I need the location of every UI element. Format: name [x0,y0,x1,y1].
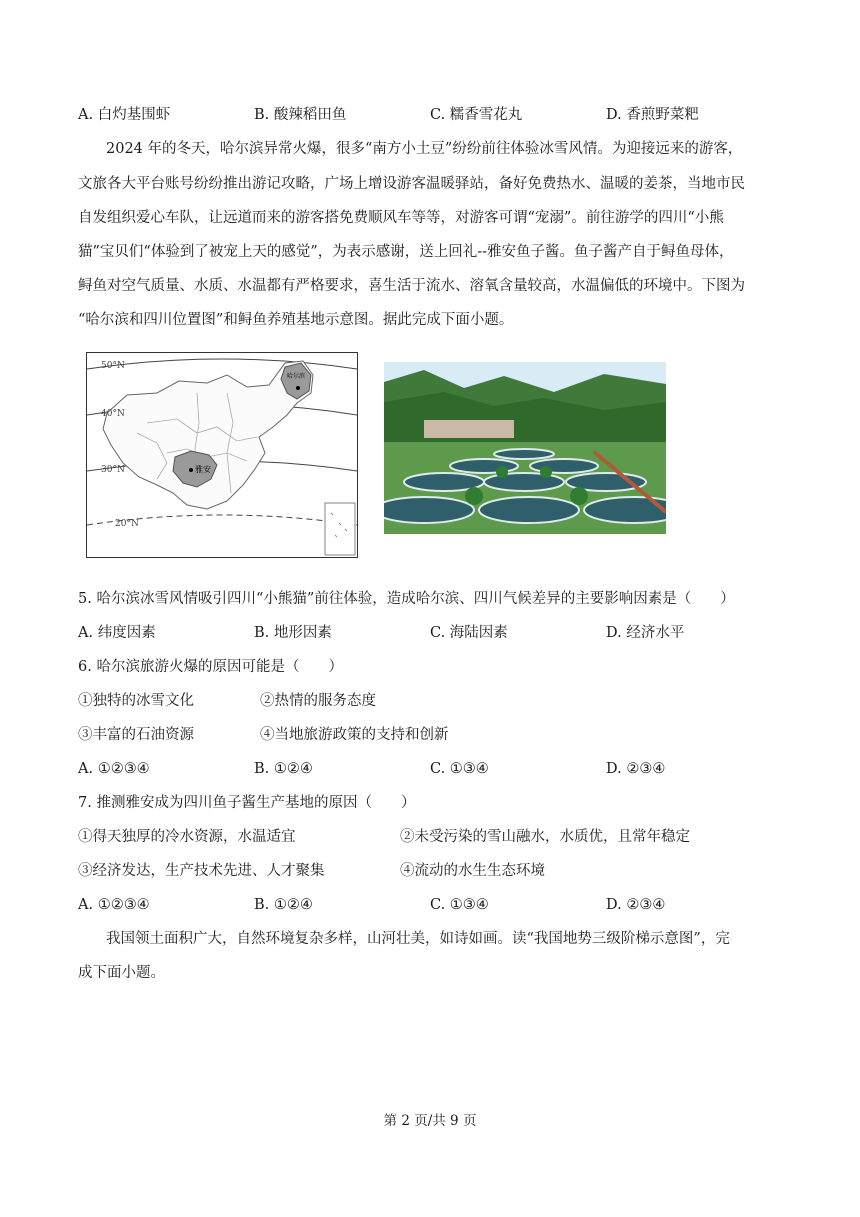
passage1-line: 鲟鱼对空气质量、水质、水温都有严格要求，喜生活于流水、溶氧含量较高，水温偏低的环境中。下图为 [78,278,745,294]
harbin-sichuan-location-map [86,352,358,558]
q7-statement-1: ①得天独厚的冷水资源，水温适宜 [78,829,296,845]
passage1-line: 猫”宝贝们“体验到了被宠上天的感觉”，为表示感谢，送上回礼--雅安鱼子酱。鱼子酱产自于鲟鱼母体， [78,244,734,260]
passage1-line: 2024 年的冬天，哈尔滨异常火爆，很多“南方小土豆”纷纷前往体验冰雪风情。为迎接远来的游客， [106,141,743,157]
q4-option-d: D. 香煎野菜粑 [606,107,699,123]
passage2-line: 成下面小题。 [78,965,165,981]
city-label-harbin: 哈尔滨 [287,373,306,380]
q6-statement-2: ②热情的服务态度 [260,693,376,709]
passage1-line: “哈尔滨和四川位置图”和鲟鱼养殖基地示意图。据此完成下面小题。 [78,312,514,328]
q7-option-b: B. ①②④ [254,897,313,913]
passage1-line: 自发组织爱心车队，让远道而来的游客搭免费顺风车等等，对游客可谓“宠溺”。前往游学的四川“小熊 [78,210,724,226]
sturgeon-farm-photo [384,362,666,534]
q5-option-b: B. 地形因素 [254,625,332,641]
q6-option-c: C. ①③④ [430,761,489,777]
q6-statement-4: ④当地旅游政策的支持和创新 [260,727,449,743]
q7-statement-4: ④流动的水生生态环境 [400,863,545,879]
q6-stem: 6. 哈尔滨旅游火爆的原因可能是（ ） [78,659,343,675]
q4-option-c: C. 糯香雪花丸 [430,107,523,123]
q6-statement-1: ①独特的冰雪文化 [78,693,194,709]
passage1-line: 文旅各大平台账号纷纷推出游记攻略，广场上增设游客温暖驿站，备好免费热水、温暖的姜茶，当地市民 [78,176,745,192]
city-label-yaan: 雅安 [195,465,211,474]
lat-label-50: 50°N [101,361,125,371]
q7-option-d: D. ②③④ [606,897,666,913]
q7-option-c: C. ①③④ [430,897,489,913]
q4-option-b: B. 酸辣稻田鱼 [254,107,347,123]
lat-label-30: 30°N [101,465,125,475]
q7-stem: 7. 推测雅安成为四川鱼子酱生产基地的原因（ ） [78,795,416,811]
q7-option-a: A. ①②③④ [78,897,150,913]
q5-option-d: D. 经济水平 [606,625,685,641]
q6-option-b: B. ①②④ [254,761,313,777]
q5-option-c: C. 海陆因素 [430,625,508,641]
q5-option-a: A. 纬度因素 [78,625,156,641]
q6-option-a: A. ①②③④ [78,761,150,777]
q6-option-d: D. ②③④ [606,761,666,777]
q7-statement-2: ②未受污染的雪山融水，水质优，且常年稳定 [400,829,690,845]
q4-option-a: A. 白灼基围虾 [78,107,171,123]
q5-stem: 5. 哈尔滨冰雪风情吸引四川“小熊猫”前往体验，造成哈尔滨、四川气候差异的主要影响因素是（ ） [78,591,735,607]
page-footer: 第 2 页/共 9 页 [383,1113,477,1129]
q7-statement-3: ③经济发达，生产技术先进、人才聚集 [78,863,325,879]
passage2-line: 我国领土面积广大，自然环境复杂多样，山河壮美，如诗如画。读“我国地势三级阶梯示意图”，完 [106,931,730,947]
lat-label-20: 20°N [115,519,139,529]
lat-label-40: 40°N [101,409,125,419]
q6-statement-3: ③丰富的石油资源 [78,727,194,743]
